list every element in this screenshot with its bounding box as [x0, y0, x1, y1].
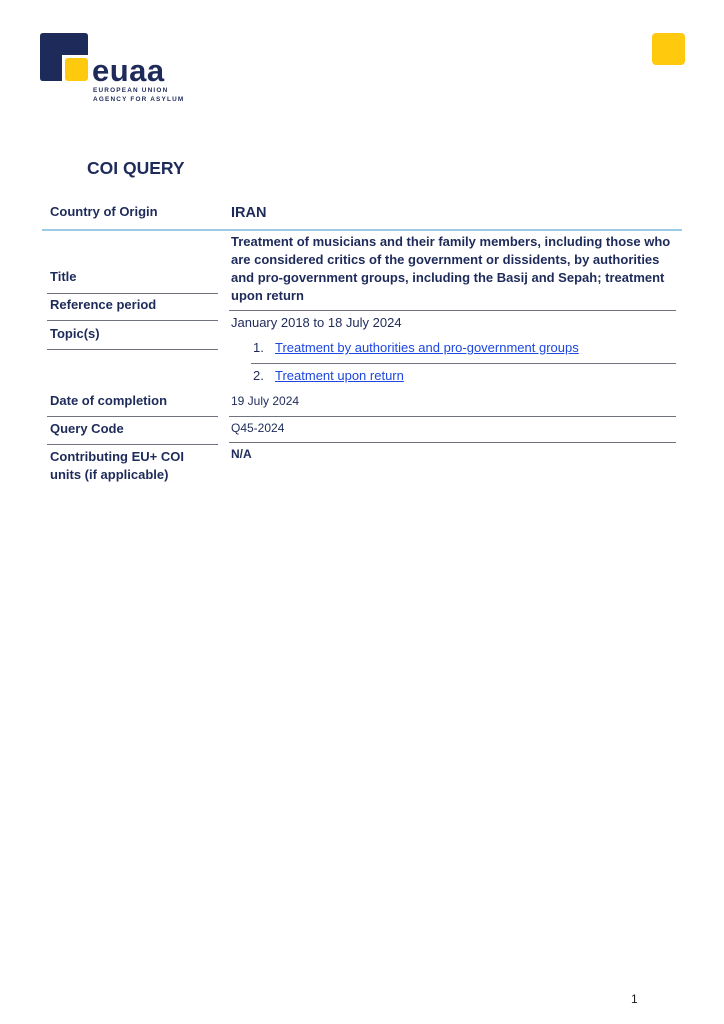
- date-of-completion-label: Date of completion: [50, 393, 168, 408]
- contributing-units-label: Contributing EU+ COI units (if applicable): [50, 449, 184, 482]
- reference-label-divider: [47, 320, 218, 321]
- header-divider: [42, 229, 682, 231]
- page-title: COI QUERY: [87, 158, 185, 178]
- title-label-divider: [47, 293, 218, 294]
- euaa-logo: [40, 33, 190, 108]
- euaa-logo-mark-icon: [40, 33, 88, 81]
- date-label-divider: [47, 416, 218, 417]
- title-value: Treatment of musicians and their family members, including those who are considered critics of the government or dissidents, by authorities and pro-government groups, including the Basij and Sepah; treatment upon return: [231, 234, 671, 303]
- page-number: 1: [631, 992, 638, 1006]
- topics-label: Topic(s): [50, 326, 100, 341]
- topic-item-2: [253, 367, 404, 385]
- country-of-origin-label: Country of Origin: [50, 204, 158, 219]
- topic-link-1[interactable]: Treatment by authorities and pro-government groups: [275, 340, 579, 355]
- logo-wordmark: euaa: [92, 53, 165, 88]
- title-label: Title: [50, 269, 77, 284]
- date-of-completion-value: 19 July 2024: [231, 394, 300, 408]
- reference-period-label: Reference period: [50, 297, 157, 312]
- date-value-divider: [229, 416, 676, 417]
- query-code-value: Q45-2024: [231, 421, 285, 435]
- topic-link-2[interactable]: Treatment upon return: [275, 368, 404, 383]
- country-of-origin-value: IRAN: [231, 205, 267, 221]
- query-code-label: Query Code: [50, 421, 124, 436]
- topic-number: 1.: [253, 340, 264, 355]
- topic-item-1: [253, 339, 579, 357]
- topic-number: 2.: [253, 368, 264, 383]
- code-value-divider: [229, 442, 676, 443]
- topics-label-divider: [47, 349, 218, 350]
- corner-yellow-square: [652, 33, 685, 65]
- contributing-units-value: N/A: [231, 447, 252, 461]
- reference-period-value: January 2018 to 18 July 2024: [231, 315, 402, 330]
- logo-subtitle: EUROPEAN UNION AGENCY FOR ASYLUM: [93, 87, 185, 103]
- code-label-divider: [47, 444, 218, 445]
- title-value-divider: [229, 310, 676, 311]
- topic-divider: [251, 363, 676, 364]
